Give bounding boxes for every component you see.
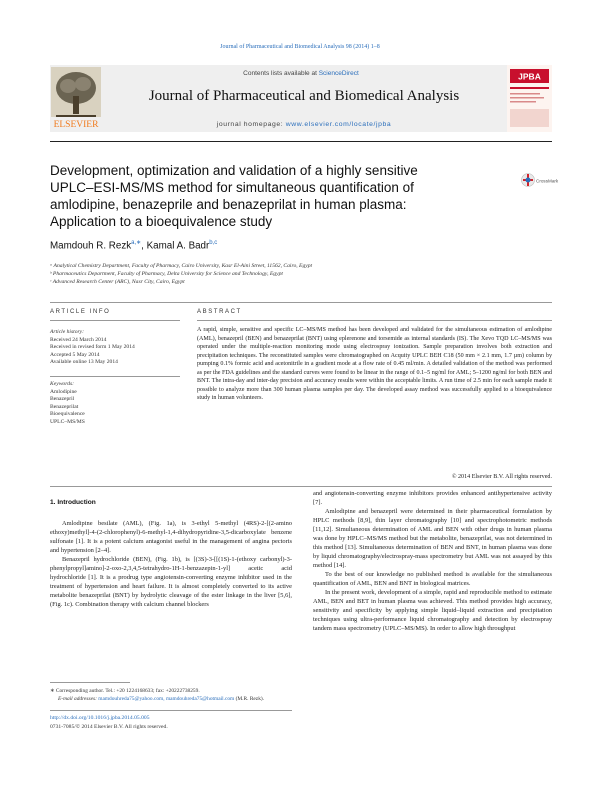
footnote-rule bbox=[50, 682, 130, 683]
author-name[interactable]: Mamdouh R. Rezk bbox=[50, 240, 132, 252]
paragraph: In the present work, development of a simple, rapid and reproducible method to estimate AML, BEN and BET in human plasma was achieved. This method provides high accuracy, sensitivity and specificity by applying simple liquid–liquid extraction and precipitation techniques using ultra-performance liquid chromatography and detection by electrospray tandem mass spectrometry (UPLC–MS/MS). In order to allow high throughput bbox=[313, 589, 552, 632]
history-item: Accepted 5 May 2014 bbox=[50, 351, 100, 358]
elsevier-logo-text: ELSEVIER bbox=[53, 120, 99, 130]
paragraph: and angiotensin-converting enzyme inhibitors provides enhanced antihypertensive activity [7]. bbox=[313, 490, 552, 506]
crossmark-label: CrossMark bbox=[536, 178, 559, 184]
sciencedirect-link[interactable]: ScienceDirect bbox=[318, 70, 359, 77]
article-history bbox=[50, 329, 180, 367]
crossmark-icon[interactable] bbox=[521, 172, 559, 190]
abstract-copyright: © 2014 Elsevier B.V. All rights reserved. bbox=[451, 474, 552, 480]
doi-link[interactable]: http://dx.doi.org/10.1016/j.jpba.2014.05.005 bbox=[50, 715, 150, 721]
author-separator: , bbox=[141, 240, 144, 252]
paragraph: Amlodipine and benazepril were determined in their pharmaceutical formulation by HPLC methods [8,9], thin layer chromatography [10] and spectrophotometric methods [11,12]. Simultaneous determination of AML and BEN with other drugs in human plasma was done by HPLC–MS/MS method but the metabolite, benazeprilat, was not determined in this method [13]. Simultaneous determination of BEN and BNT, in human plasma was done by liquid chromatography/electrospray-mass spectrometry but AML was not assayed by this method [14]. bbox=[313, 508, 552, 569]
abstract-heading: ABSTRACT bbox=[197, 309, 242, 315]
header-rule bbox=[50, 141, 552, 142]
divider bbox=[197, 320, 552, 321]
paragraph: Amlodipine besilate (AML), (Fig. 1a), is 3-ethyl 5-methyl (4RS)-2-[(2-amino ethoxy)methyl]-4-(2-chlorophenyl)-6-methyl-1,4-dihydropyridine-3,5-dicarboxylate benzene sulfonate [1]. It is a potent calcium antagonist useful in the management of angina pectoris and hypertension [2–4]. bbox=[50, 520, 292, 554]
footnote bbox=[50, 688, 292, 703]
keywords bbox=[50, 381, 180, 427]
footnote-email bbox=[50, 696, 292, 704]
journal-citation[interactable]: Journal of Pharmaceutical and Biomedical Analysis 98 (2014) 1–8 bbox=[220, 44, 380, 50]
author-sup[interactable]: b,c bbox=[209, 240, 218, 246]
keywords-label: Keywords: bbox=[50, 381, 75, 387]
keyword: Amlodipine bbox=[50, 388, 77, 395]
journal-cover-thumbnail bbox=[507, 65, 552, 132]
body-column-right bbox=[313, 489, 552, 633]
journal-title: Journal of Pharmaceutical and Biomedical Analysis bbox=[148, 88, 460, 104]
title-line: amlodipine, benazeprile and benazeprilat in human plasma: bbox=[50, 197, 407, 212]
divider bbox=[50, 376, 180, 377]
affiliation: ᵇ Pharmaceutics Department, Faculty of Pharmacy, Delta University for Science and Technology, Egypt bbox=[50, 271, 283, 277]
author-name[interactable]: Kamal A. Badr bbox=[146, 240, 210, 252]
section-heading: 1. Introduction bbox=[50, 499, 96, 506]
cover-title: JPBA bbox=[518, 71, 541, 82]
email-links[interactable]: mamdouhreda75@yahoo.com, mamdouhreda75@hotmail.com bbox=[98, 695, 235, 702]
history-item: Available online 13 May 2014 bbox=[50, 359, 118, 366]
contents-available bbox=[50, 70, 552, 77]
keyword: UPLC–MS/MS bbox=[50, 418, 85, 425]
history-label: Article history: bbox=[50, 329, 85, 335]
affiliation: ᶜ Advanced Research Center (ARC), Nasr City, Cairo, Egypt bbox=[50, 279, 185, 285]
author-sup[interactable]: a,∗ bbox=[131, 240, 142, 246]
paragraph: Benazepril hydrochloride (BEN), (Fig. 1b), is [(3S)-3-[[(1S)-1-(ethoxy carbonyl)-3-phenylpropyl]amino]-2-oxo-2,3,4,5-tetrahydro-1H-1-benzazepin-1-yl] acetic acid hydrochloride [1]. It is a prodrug type angiotensin-converting enzyme inhibitor used in the treatment of hypertension and heart failure. It is almost completely converted to its active metabolite benazeprilat (BNT) by hydrolytic cleavage of the ester linkage in the liver [5,6], (Fig. 1c). Combination therapy with calcium channel blockers bbox=[50, 556, 292, 608]
homepage-label: journal homepage: bbox=[216, 121, 284, 128]
title-line: UPLC–ESI-MS/MS method for simultaneous quantification of bbox=[50, 180, 414, 195]
keyword: Bioequivalence bbox=[50, 411, 85, 418]
footnote-corresponding: ∗ Corresponding author. Tel.: +20 1224168633; fax: +20222738259. bbox=[50, 688, 200, 694]
paragraph: To the best of our knowledge no published method is available for the simultaneous quantification of AML, BEN and BNT in biological matrices. bbox=[313, 571, 552, 587]
divider bbox=[50, 302, 552, 303]
email-tail: (M.R. Rezk). bbox=[235, 695, 265, 702]
issn: 0731-7085/© 2014 Elsevier B.V. All rights reserved. bbox=[50, 724, 168, 730]
divider bbox=[50, 320, 180, 321]
keyword: Benazeprilat bbox=[50, 403, 79, 410]
affiliations bbox=[50, 262, 550, 286]
history-item: Received in revised form 1 May 2014 bbox=[50, 344, 135, 351]
abstract-text: A rapid, simple, sensitive and specific LC–MS/MS method has been developed and validated for the simultaneous estimation of amlodipine (AML), benazepril (BEN) and benazeprilat (BNT) using eplerenone and torsemide as internal standards (IS). The Xevo TQD LC–MS/MS was operated under the multiple-reaction monitoring mode using electrospray ionization. Sample preparation involves both extraction and precipitation techniques. The reconstituted samples were chromatographed on Acquity UPLC BEH C18 (50 mm × 2.1 mm, 1.7 µm) column by pumping 0.1% formic acid and acetonitrile in a gradient mode at a flow rate of 0.45 ml/min. A detailed validation of the method was performed as per the FDA guidelines and the standard curves were found to be linear in the range of 0.1–5 ng/ml for AML; 5–1200 ng/ml for both BEN and BNT. The intra-day and inter-day precision and accuracy results were within the acceptable limits. A run time of 2.5 min for each sample made it possible to analyze more than 300 human plasma samples per day. The developed assay method was successfully applied to a bioequivalence study in human volunteers. bbox=[197, 327, 552, 401]
keyword: Benazepril bbox=[50, 396, 75, 403]
divider bbox=[50, 710, 292, 711]
title-line: Development, optimization and validation of a highly sensitive bbox=[50, 163, 418, 178]
email-label: E-mail addresses: bbox=[58, 695, 97, 702]
affiliation: ᵃ Analytical Chemistry Department, Faculty of Pharmacy, Cairo University, Kasr El-Aini Street, 11562, Cairo, Egypt bbox=[50, 263, 313, 269]
article-info-heading: ARTICLE INFO bbox=[50, 309, 111, 315]
title-line: Application to a bioequivalence study bbox=[50, 214, 273, 229]
homepage-link[interactable]: www.elsevier.com/locate/jpba bbox=[285, 121, 392, 128]
body-column-left bbox=[50, 489, 292, 609]
history-item: Received 24 March 2014 bbox=[50, 336, 107, 343]
contents-prefix: Contents lists available at bbox=[243, 70, 317, 77]
article-title bbox=[50, 162, 510, 230]
authors bbox=[50, 239, 217, 251]
journal-homepage bbox=[103, 121, 505, 128]
divider bbox=[50, 486, 552, 487]
